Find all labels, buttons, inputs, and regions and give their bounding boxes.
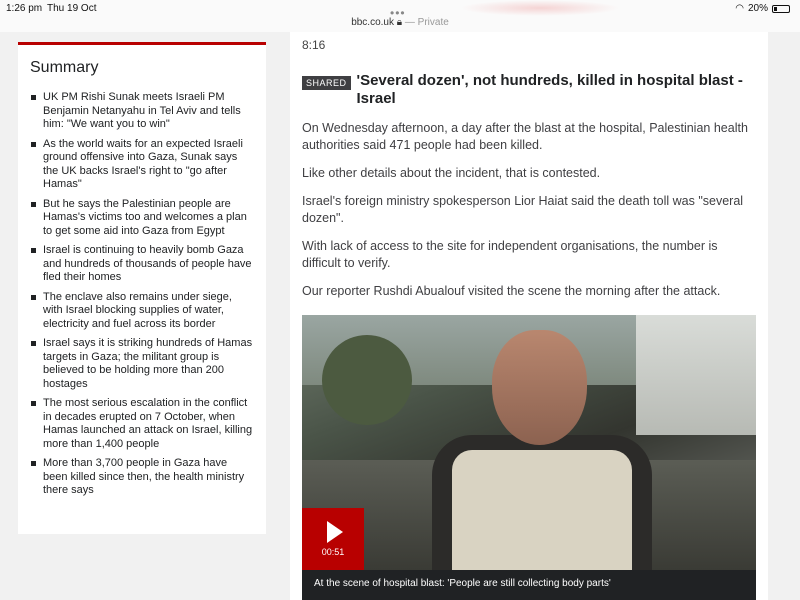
live-post: [290, 32, 768, 600]
post-paragraph: Our reporter Rushdi Abualouf visited the scene the morning after the attack.: [302, 284, 721, 298]
battery-icon: [772, 5, 790, 13]
play-button[interactable]: [302, 508, 364, 570]
video-caption: At the scene of hospital blast: 'People are still collecting body parts': [302, 570, 756, 600]
post-paragraph: With lack of access to the site for independent organisations, the number is difficult to verify.: [302, 239, 718, 270]
video-tree: [322, 335, 412, 425]
post-headline: 'Several dozen', not hundreds, killed in hospital blast - Israel: [356, 72, 743, 107]
summary-list: [30, 91, 254, 498]
status-date: Thu 19 Oct: [47, 3, 97, 14]
summary-card: [18, 42, 266, 534]
video-player[interactable]: [302, 315, 756, 570]
more-dots-icon[interactable]: •••: [390, 6, 406, 20]
video-building: [636, 315, 756, 435]
tab-glow: [460, 0, 620, 16]
summary-item: The enclave also remains under siege, with Israel blocking supplies of water, electricity and fuel across its border: [30, 291, 254, 332]
video-duration: 00:51: [321, 547, 345, 557]
battery-percent: 20%: [747, 3, 768, 14]
url-text-wrap[interactable]: [0, 17, 800, 28]
url-text[interactable]: bbc.co.uk: [351, 17, 394, 28]
summary-item: Israel says it is striking hundreds of Hamas targets in Gaza; the militant group is believed to be holding more than 200 hostages: [30, 337, 254, 391]
shared-badge: SHARED: [302, 76, 351, 90]
headline-row: [302, 72, 756, 108]
play-icon: [327, 521, 343, 543]
wifi-icon: ◠: [735, 3, 744, 14]
post-time: 8:16: [302, 38, 326, 52]
summary-title: Summary: [30, 59, 99, 76]
post-paragraph: Like other details about the incident, that is contested.: [302, 166, 601, 180]
status-right: [735, 3, 790, 14]
summary-item: The most serious escalation in the conflict in decades erupted on 7 October, when Hamas launched an attack on Israel, killing more than 1,400 people: [30, 397, 254, 451]
video-reporter-vest: [452, 450, 632, 570]
summary-item: Israel is continuing to heavily bomb Gaza and hundreds of thousands of people have fled their homes: [30, 244, 254, 285]
lock-icon: 🔒︎: [396, 17, 403, 28]
post-paragraph: Israel's foreign ministry spokesperson Lior Haiat said the death toll was "several dozen".: [302, 194, 744, 225]
summary-item: More than 3,700 people in Gaza have been killed since then, the health ministry there says: [30, 457, 254, 498]
summary-item: As the world waits for an expected Israeli ground offensive into Gaza, Sunak says the UK backs Israel's right to "go after Hamas": [30, 138, 254, 192]
post-paragraph: On Wednesday afternoon, a day after the blast at the hospital, Palestinian health authorities said 471 people had been killed.: [302, 121, 748, 152]
status-time: 1:26 pm: [6, 3, 43, 14]
video-reporter-head: [492, 330, 587, 445]
summary-item: UK PM Rishi Sunak meets Israeli PM Benjamin Netanyahu in Tel Aviv and tells him: "We want you to win": [30, 91, 254, 132]
summary-item: But he says the Palestinian people are Hamas's victims too and welcomes a plan to get some aid into Gaza from Egypt: [30, 198, 254, 239]
private-mode-label: — Private: [404, 17, 449, 28]
